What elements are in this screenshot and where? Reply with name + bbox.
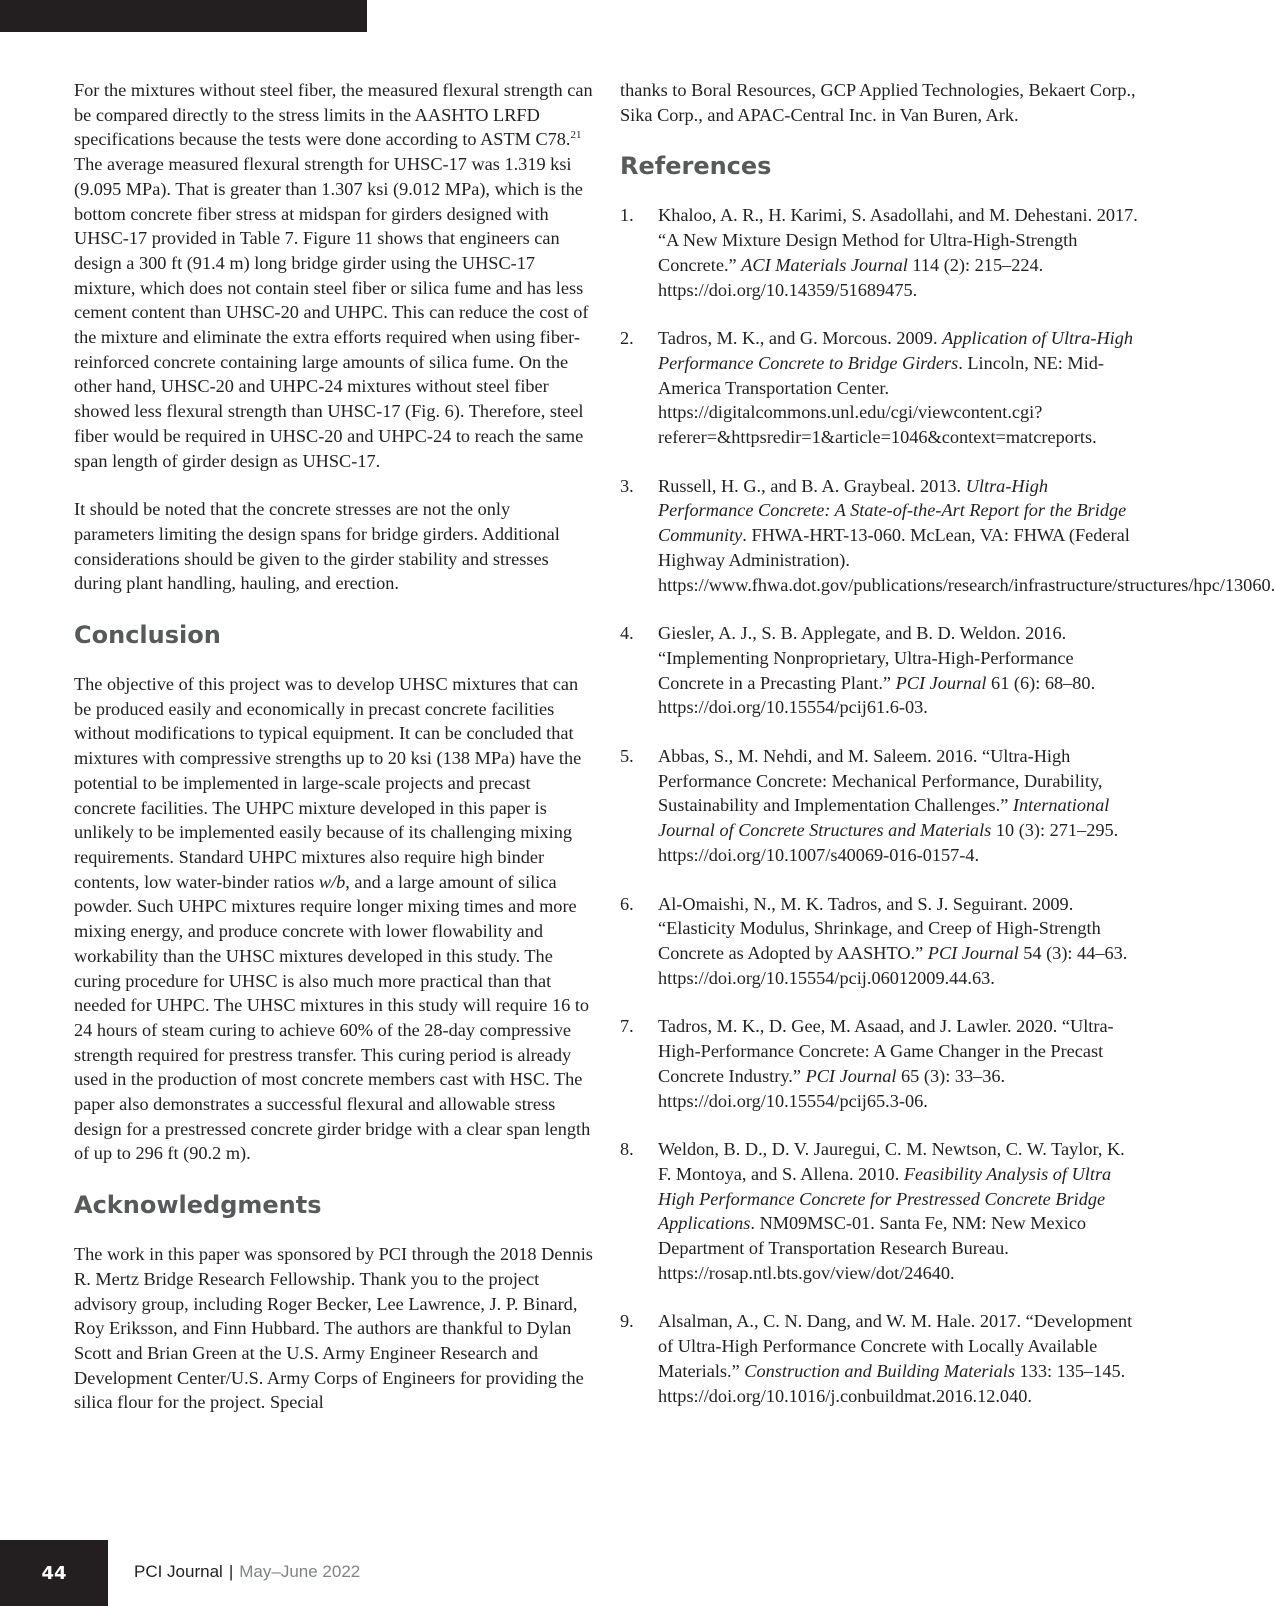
reference-italic-title: PCI Journal xyxy=(895,672,987,693)
reference-authors-title: Tadros, M. K., and G. Morcous. 2009. xyxy=(658,328,943,349)
reference-number: 1. xyxy=(620,205,634,226)
reference-italic-title: Construction and Building Materials xyxy=(744,1360,1015,1381)
running-footer xyxy=(134,1562,360,1582)
italic-term: w/b xyxy=(318,871,346,892)
reference-item xyxy=(620,1309,1140,1408)
reference-authors-title: Alsalman, A., C. N. Dang, and W. M. Hale. 2017. “Development of Ultra-High Performance Concrete with Locally Available Materials.” xyxy=(658,1311,1133,1381)
references-heading: References xyxy=(620,152,772,181)
paragraph-text: , and a large amount of silica powder. Such UHPC mixtures require longer mixing times and more mixing energy, and produce concrete with lower flowability and workability than the UHSC mixtures developed in this study. The curing procedure for UHSC is also much more practical than that needed for UHPC. The UHSC mixtures in this study will require 16 to 24 hours of steam curing to achieve 60% of the 28-day compressive strength required for prestress transfer. This curing period is already used in the production of most concrete members cast with HSC. The paper also demonstrates a successful flexural and allowable stress design for a prestressed concrete girder bridge with a clear span length of up to 296 ft (90.2 m). xyxy=(74,871,591,1164)
reference-item xyxy=(620,1014,1140,1113)
reference-italic-title: Application of Ultra-High Performance Concrete to Bridge Girders xyxy=(658,328,1134,373)
reference-text xyxy=(658,1139,1125,1283)
reference-italic-title: PCI Journal xyxy=(805,1065,897,1086)
page-number: 44 xyxy=(41,1562,67,1584)
paragraph-text: The objective of this project was to develop UHSC mixtures that can be produced easily and economically in precast concrete facilities without modifications to typical equipment. It can be concluded that mixtures with compressive strengths up to 20 ksi (138 MPa) have the potential to be implemented in large-scale projects and precast concrete facilities. The UHPC mixture developed in this paper is unlikely to be implemented easily because of its challenging mixing requirements. Standard UHPC mixtures also require high binder contents, low water-binder ratios xyxy=(74,674,582,892)
reference-item xyxy=(620,326,1140,450)
reference-number: 8. xyxy=(620,1139,634,1160)
reference-number: 7. xyxy=(620,1016,634,1037)
reference-text xyxy=(658,205,1138,299)
issue-date: May–June 2022 xyxy=(239,1562,361,1581)
paragraph-text: The average measured flexural strength for UHSC-17 was 1.319 ksi (9.095 MPa). That is greater than 1.307 ksi (9.012 MPa), which is the bottom concrete fiber stress at midspan for girders designed with UHSC-17 provided in Table 7. Figure 11 shows that engineers can design a 300 ft (91.4 m) long bridge girder using the UHSC-17 mixture, which does not contain steel fiber or silica fume and has less cement content than UHSC-20 and UHPC. This can reduce the cost of the mixture and eliminate the extra efforts required when using fiber-reinforced concrete containing large amounts of silica fume. On the other hand, UHSC-20 and UHPC-24 mixtures without steel fiber showed less flexural strength than UHSC-17 (Fig. 6). Therefore, steel fiber would be required in UHSC-20 and UHPC-24 to reach the same span length of girder design as UHSC-17. xyxy=(74,154,589,471)
reference-number: 5. xyxy=(620,746,634,767)
left-column xyxy=(74,78,594,1439)
reference-number: 9. xyxy=(620,1311,634,1332)
reference-number: 6. xyxy=(620,893,634,914)
reference-details: 10 (3): 271–295. https://doi.org/10.1007/s40069-016-0157-4. xyxy=(658,820,1119,865)
reference-text xyxy=(658,476,1275,595)
body-paragraph xyxy=(74,78,594,473)
reference-item xyxy=(620,744,1140,868)
reference-details: 54 (3): 44–63. https://doi.org/10.15554/pcij.06012009.44.63. xyxy=(658,942,1128,988)
reference-details: 133: 135–145. https://doi.org/10.1016/j.conbuildmat.2016.12.040. xyxy=(658,1360,1126,1406)
reference-details: . Lincoln, NE: Mid-America Transportation Center. https://digitalcommons.unl.edu/cgi/viewcontent.cgi?referer=&httpsredir=1&article=1046&context=matcreports. xyxy=(658,352,1104,448)
reference-number: 3. xyxy=(620,475,634,496)
right-column xyxy=(620,78,1275,1432)
reference-authors-title: Khaloo, A. R., H. Karimi, S. Asadollahi, and M. Dehestani. 2017. “A New Mixture Design Method for Ultra-High-Strength Concrete.” xyxy=(658,205,1138,275)
reference-text xyxy=(658,1311,1132,1405)
conclusion-heading: Conclusion xyxy=(74,621,221,650)
header-bar xyxy=(0,0,367,32)
reference-details: 65 (3): 33–36. https://doi.org/10.15554/pcij65.3-06. xyxy=(658,1065,1006,1111)
reference-authors-title: Abbas, S., M. Nehdi, and M. Saleem. 2016. “Ultra-High Performance Concrete: Mechanical Performance, Durability, Sustainability and Implementation Challenges.” xyxy=(658,746,1103,816)
reference-item xyxy=(620,892,1140,991)
reference-details: 61 (6): 68–80. https://doi.org/10.15554/pcij61.6-03. xyxy=(658,672,1096,718)
reference-item xyxy=(620,1137,1140,1285)
reference-authors-title: Al-Omaishi, N., M. K. Tadros, and S. J. Seguirant. 2009. “Elasticity Modulus, Shrinkage, and Creep of High-Strength Concrete as Adopted by AASHTO.” xyxy=(658,893,1101,963)
page-number-box xyxy=(0,1540,108,1606)
reference-text xyxy=(658,746,1118,865)
reference-item xyxy=(620,203,1140,302)
reference-text xyxy=(658,328,1133,447)
conclusion-paragraph xyxy=(74,672,594,1166)
reference-text xyxy=(658,623,1095,717)
reference-number: 4. xyxy=(620,623,634,644)
footer-separator: | xyxy=(228,1562,234,1581)
reference-text xyxy=(658,1016,1114,1110)
journal-name: PCI Journal xyxy=(134,1562,223,1581)
reference-italic-title: International Journal of Concrete Structures and Materials xyxy=(658,795,1110,841)
paragraph-text: For the mixtures without steel fiber, the measured flexural strength can be compared directly to the stress limits in the AASHTO LRFD specifications because the tests were done according to ASTM C78. xyxy=(74,80,593,150)
reference-item xyxy=(620,621,1140,720)
reference-details: 114 (2): 215–224. https://doi.org/10.14359/51689475. xyxy=(658,254,1044,300)
reference-details: . NM09MSC-01. Santa Fe, NM: New Mexico Department of Transportation Research Bureau. https://rosap.ntl.bts.gov/view/dot/24640. xyxy=(658,1213,1087,1283)
reference-text xyxy=(658,894,1127,988)
acknowledgments-heading: Acknowledgments xyxy=(74,1191,322,1220)
acknowledgments-paragraph: The work in this paper was sponsored by PCI through the 2018 Dennis R. Mertz Bridge Research Fellowship. Thank you to the project advisory group, including Roger Becker, Lee Lawrence, J. P. Binard, Roy Eriksson, and Finn Hubbard. The authors are thankful to Dylan Scott and Brian Green at the U.S. Army Engineer Research and Development Center/U.S. Army Corps of Engineers for providing the silica flour for the project. Special xyxy=(74,1244,593,1413)
acknowledgments-continuation: thanks to Boral Resources, GCP Applied Technologies, Bekaert Corp., Sika Corp., and APAC-Central Inc. in Van Buren, Ark. xyxy=(620,80,1136,125)
reference-item xyxy=(620,474,1275,598)
reference-authors-title: Tadros, M. K., D. Gee, M. Asaad, and J. Lawler. 2020. “Ultra-High-Performance Concrete: A Game Changer in the Precast Concrete Industry.” xyxy=(658,1016,1114,1086)
reference-italic-title: PCI Journal xyxy=(927,942,1019,963)
reference-italic-title: Ultra-High Performance Concrete: A State-of-the-Art Report for the Bridge Community xyxy=(658,475,1127,546)
body-paragraph: It should be noted that the concrete stresses are not the only parameters limiting the design spans for bridge girders. Additional considerations should be given to the girder stability and stresses during plant handling, hauling, and erection. xyxy=(74,499,560,594)
citation-superscript: 21 xyxy=(570,129,582,142)
reference-details: . FHWA-HRT-13-060. McLean, VA: FHWA (Federal Highway Administration). https://www.fhwa.dot.gov/publications/research/infrastructure/structures/hpc/13060. xyxy=(658,525,1275,595)
reference-italic-title: ACI Materials Journal xyxy=(741,254,908,275)
reference-authors-title: Russell, H. G., and B. A. Graybeal. 2013. xyxy=(658,475,966,496)
reference-italic-title: Feasibility Analysis of Ultra High Performance Concrete for Prestressed Concrete Bridge Applications xyxy=(658,1163,1112,1234)
references-list xyxy=(620,203,1275,1408)
reference-number: 2. xyxy=(620,328,634,349)
reference-authors-title: Weldon, B. D., D. V. Jauregui, C. M. Newtson, C. W. Taylor, K. F. Montoya, and S. Allena. 2010. xyxy=(658,1139,1125,1184)
reference-authors-title: Giesler, A. J., S. B. Applegate, and B. D. Weldon. 2016. “Implementing Nonproprietary, Ultra-High-Performance Concrete in a Precasting Plant.” xyxy=(658,623,1074,693)
